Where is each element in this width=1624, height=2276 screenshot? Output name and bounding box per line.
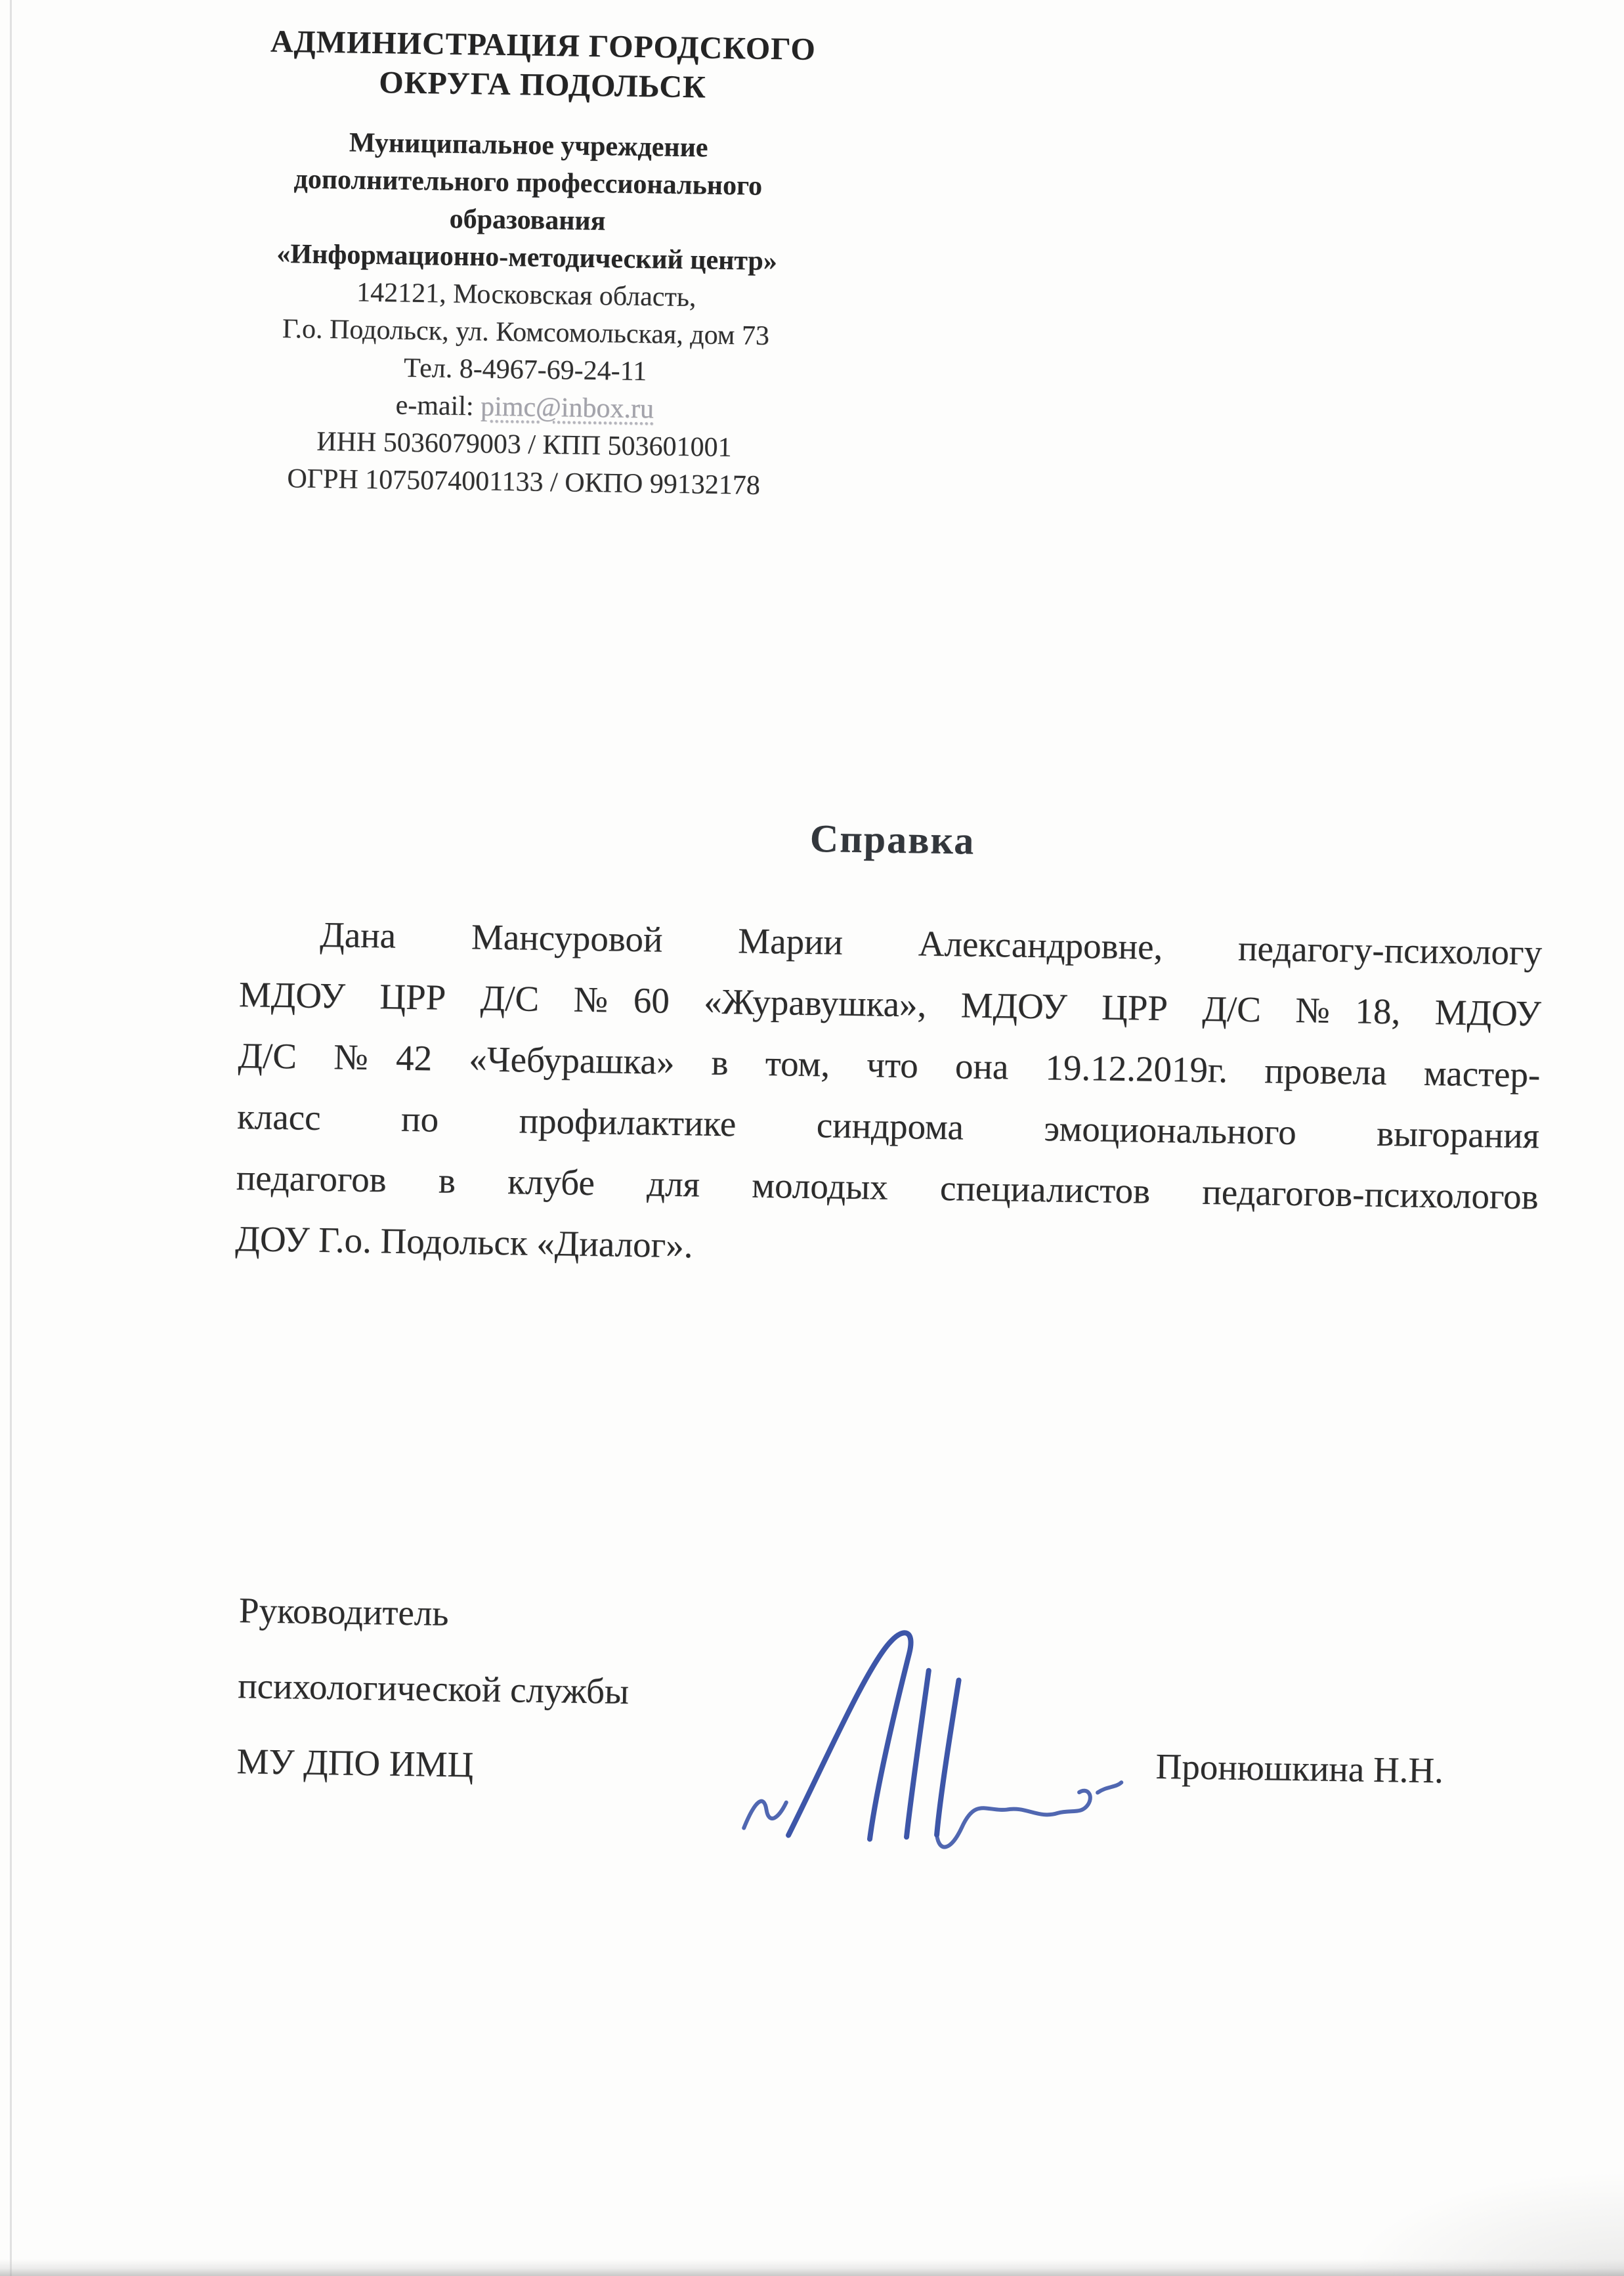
email-label: e-mail: xyxy=(395,390,481,422)
body-line: ДОУ Г.о. Подольск «Диалог». xyxy=(235,1218,693,1266)
signer-position-line-3: МУ ДПО ИМЦ xyxy=(236,1741,474,1785)
body-line: МДОУ ЦРР Д/С №60 «Журавушка», МДОУ ЦРР Д/С №18, МДОУ xyxy=(238,974,1542,1034)
email-address: pimc@inbox.ru xyxy=(480,391,654,425)
body-line: класс по профилактике синдрома эмоционального выгорания xyxy=(236,1096,1540,1156)
institution-line-4: «Информационно-методический центр» xyxy=(276,238,778,277)
phone-line: Тел. 8-4967-69-24-11 xyxy=(403,353,647,387)
body-line: Д/С №42 «Чебурашка» в том, что она 19.12.2019г. провела мастер- xyxy=(238,1035,1541,1095)
handwritten-signature-icon xyxy=(725,1590,1149,1891)
body-line: Дана Мансуровой Марии Александровне, педагогу-психологу xyxy=(319,914,1543,973)
address-line-1: 142121, Московская область, xyxy=(356,277,696,313)
signer-position-line-1: Руководитель xyxy=(238,1590,449,1633)
administration-line-1: АДМИНИСТРАЦИЯ ГОРОДСКОГО xyxy=(270,24,817,67)
institution-line-1: Муниципальное учреждение xyxy=(349,127,708,163)
body-line: педагогов в клубе для молодых специалистов педагогов-психологов xyxy=(236,1157,1539,1217)
scan-bottom-edge-artifact xyxy=(0,2259,1624,2276)
ogrn-okpo-line: ОГРН 1075074001133 / ОКПО 99132178 xyxy=(287,463,761,501)
letterhead-details xyxy=(195,122,857,506)
address-line-2: Г.о. Подольск, ул. Комсомольская, дом 73 xyxy=(282,313,770,351)
inn-kpp-line: ИНН 5036079003 / КПП 503601001 xyxy=(316,426,732,463)
signer-position-line-2: психологической службы xyxy=(237,1665,630,1712)
letterhead-administration xyxy=(201,21,885,110)
document-title: Справка xyxy=(809,816,975,863)
signer-name: Пронюшкина Н.Н. xyxy=(1155,1746,1444,1791)
institution-line-3: образования xyxy=(449,204,606,237)
body-paragraph xyxy=(235,903,1543,1288)
administration-line-2: ОКРУГА ПОДОЛЬСК xyxy=(378,65,707,105)
institution-line-2: дополнительного профессионального xyxy=(293,164,763,202)
